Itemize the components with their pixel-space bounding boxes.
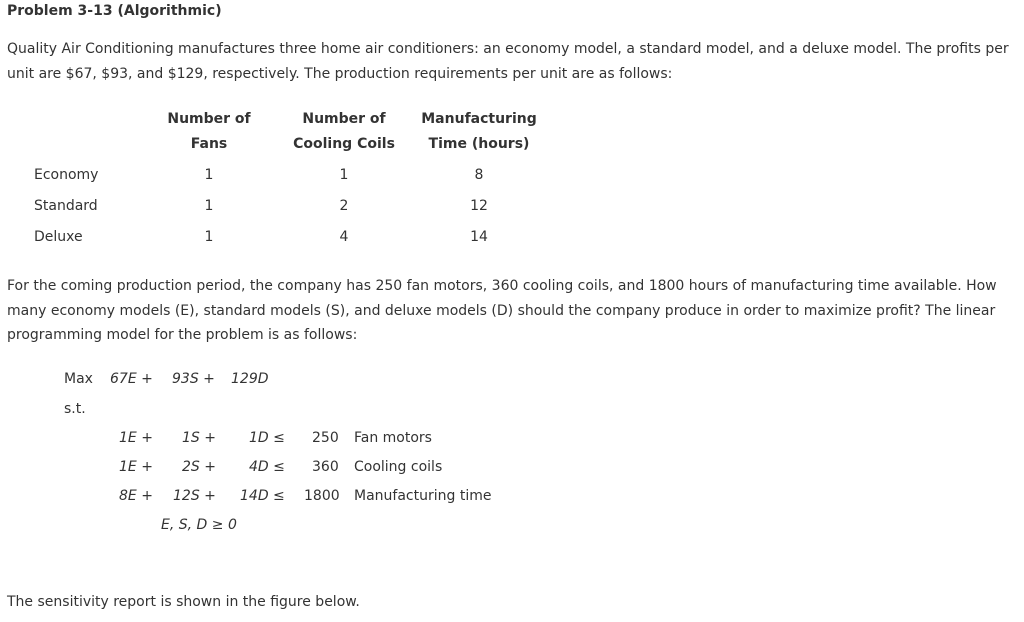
nonnegativity: E, S, D ≥ 0 (161, 517, 237, 533)
cell-standard-fans: 1 (204, 198, 214, 214)
c1-s: 1S + (182, 430, 216, 446)
subject-to-label: s.t. (64, 401, 86, 417)
c1-d: 1D ≤ (249, 430, 285, 446)
c3-name: Manufacturing time (354, 488, 492, 504)
cell-deluxe-coils: 4 (339, 229, 349, 245)
c2-rhs: 360 (312, 459, 339, 475)
c1-rhs: 250 (312, 430, 339, 446)
cell-deluxe-fans: 1 (204, 229, 214, 245)
cell-standard-time: 12 (470, 198, 488, 214)
row-label-economy: Economy (34, 167, 99, 183)
c3-e: 8E + (119, 488, 153, 504)
cell-deluxe-time: 14 (470, 229, 488, 245)
c1-name: Fan motors (354, 430, 432, 446)
c2-name: Cooling coils (354, 459, 443, 475)
problem-title: Problem 3-13 (Algorithmic) (7, 3, 222, 19)
c2-d: 4D ≤ (249, 459, 285, 475)
c2-e: 1E + (119, 459, 153, 475)
header-fans-line1: Number of (167, 111, 251, 127)
header-coils-line2: Cooling Coils (293, 136, 395, 152)
cell-economy-coils: 1 (339, 167, 349, 183)
objective-label: Max (64, 371, 93, 387)
c3-rhs: 1800 (304, 488, 340, 504)
intro-paragraph: Quality Air Conditioning manufactures three home air conditioners: an economy model, a standard model, and a deluxe model. The profits per unit are $67, $93, and $129, respectively. The production requirements per unit are as follows: (7, 41, 1009, 82)
header-time-line2: Time (hours) (428, 136, 530, 152)
header-fans-line2: Fans (190, 136, 228, 152)
c2-s: 2S + (182, 459, 216, 475)
header-coils-line1: Number of (302, 111, 386, 127)
cell-economy-time: 8 (474, 167, 484, 183)
cell-economy-fans: 1 (204, 167, 214, 183)
header-time-line1: Manufacturing (421, 111, 537, 127)
objective-term-e: 67E + (110, 371, 153, 387)
c3-s: 12S + (173, 488, 216, 504)
objective-term-d: 129D (231, 371, 269, 387)
objective-term-s: 93S + (172, 371, 215, 387)
cell-standard-coils: 2 (339, 198, 349, 214)
row-label-deluxe: Deluxe (34, 229, 83, 245)
row-label-standard: Standard (34, 198, 98, 214)
question-paragraph: For the coming production period, the company has 250 fan motors, 360 cooling coils, and 1800 hours of manufacturing time available. How many economy models (E), standard models (S), and deluxe models (D) should the company produce in order to maximize profit? The linear programming model for the problem is as follows: (7, 278, 997, 343)
c3-d: 14D ≤ (240, 488, 285, 504)
footer-paragraph: The sensitivity report is shown in the figure below. (7, 594, 360, 610)
c1-e: 1E + (119, 430, 153, 446)
